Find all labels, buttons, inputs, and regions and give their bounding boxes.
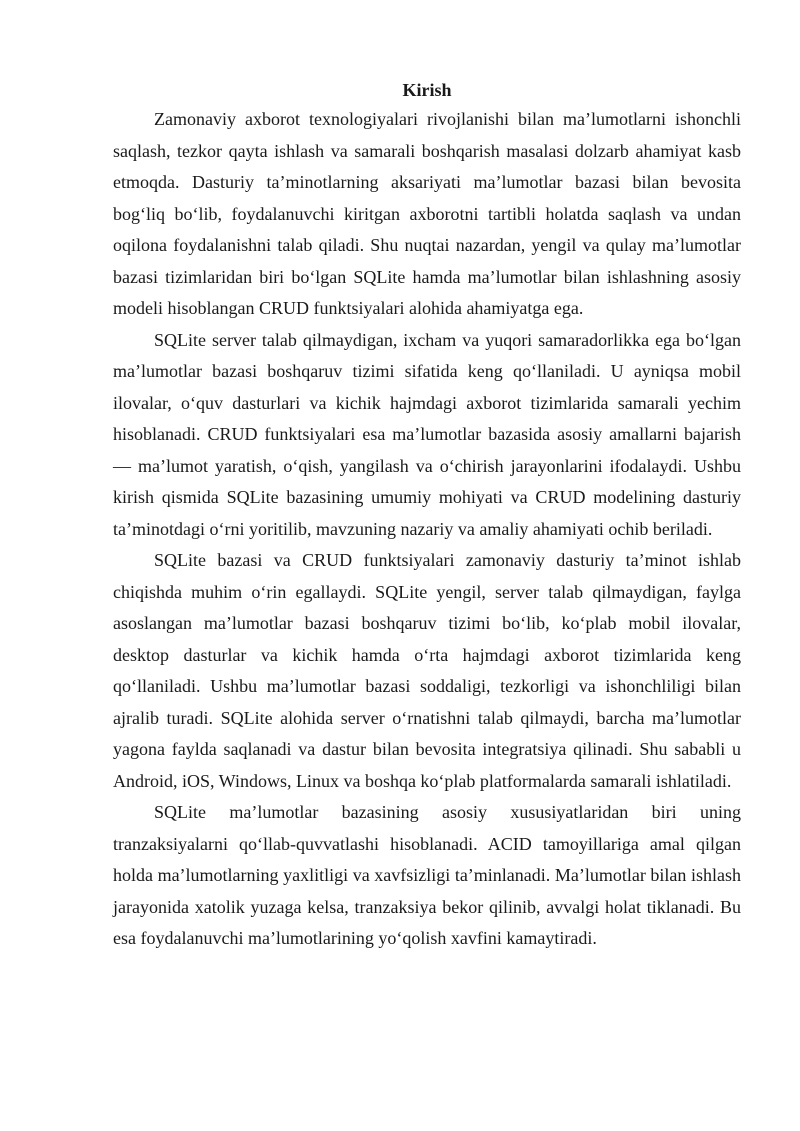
document-body — [113, 76, 741, 955]
paragraph-intro: Zamonaviy axborot texnologiyalari rivojlanishi bilan maʼlumotlarni ishonchli saqlash, tezkor qayta ishlash va samarali boshqarish masalasi dolzarb ahamiyat kasb etmoqda. Dasturiy taʼminotlarning aksariyati maʼlumotlar bazasi bilan bevosita bogʻliq boʻlib, foydalanuvchi kiritgan axborotni tartibli holatda saqlash va undan oqilona foydalanishni talab qiladi. Shu nuqtai nazardan, yengil va qulay maʼlumotlar bazasi tizimlaridan biri boʻlgan SQLite hamda maʼlumotlar bilan ishlashning asosiy modeli hisoblangan CRUD funktsiyalari alohida ahamiyatga ega. — [113, 109, 741, 318]
section-title: Kirish — [402, 80, 452, 100]
paragraph-transactions: SQLite maʼlumotlar bazasining asosiy xususiyatlaridan biri uning tranzaksiyalarni qoʻllab-quvvatlashi hisoblanadi. ACID tamoyillariga amal qilgan holda maʼlumotlarning yaxlitligi va xavfsizligi taʼminlanadi. Maʼlumotlar bilan ishlash jarayonida xatolik yuzaga kelsa, tranzaksiya bekor qilinib, avvalgi holat tiklanadi. Bu esa foydalanuvchi maʼlumotlarining yoʻqolish xavfini kamaytiradi. — [113, 802, 741, 948]
paragraph-sqlite-overview: SQLite server talab qilmaydigan, ixcham va yuqori samaradorlikka ega boʻlgan maʼlumotlar bazasi boshqaruv tizimi sifatida keng qoʻllaniladi. U ayniqsa mobil ilovalar, oʻquv dasturlari va kichik hajmdagi axborot tizimlarida samarali yechim hisoblanadi. CRUD funktsiyalari esa maʼlumotlar bazasida asosiy amallarni bajarish — maʼlumot yaratish, oʻqish, yangilash va oʻchirish jarayonlarini ifodalaydi. Ushbu kirish qismida SQLite bazasining umumiy mohiyati va CRUD modelining dasturiy taʼminotdagi oʻrni yoritilib, mavzuning nazariy va amaliy ahamiyati ochib beriladi. — [113, 329, 741, 539]
paragraph-sqlite-crud-role: SQLite bazasi va CRUD funktsiyalari zamonaviy dasturiy taʼminot ishlab chiqishda muhim oʻrin egallaydi. SQLite yengil, server talab qilmaydigan, faylga asoslangan maʼlumotlar bazasi boshqaruv tizimi boʻlib, koʻplab mobil ilovalar, desktop dasturlar va kichik hamda oʻrta hajmdagi axborot tizimlarida keng qoʻllaniladi. Ushbu maʼlumotlar bazasi soddaligi, tezkorligi va ishonchliligi bilan ajralib turadi. SQLite alohida server oʻrnatishni talab qilmaydi, barcha maʼlumotlar yagona faylda saqlanadi va dastur bilan bevosita integratsiya qilinadi. Shu sababli u Android, iOS, Windows, Linux va boshqa koʻplab platformalarda samarali ishlatiladi. — [113, 550, 741, 791]
